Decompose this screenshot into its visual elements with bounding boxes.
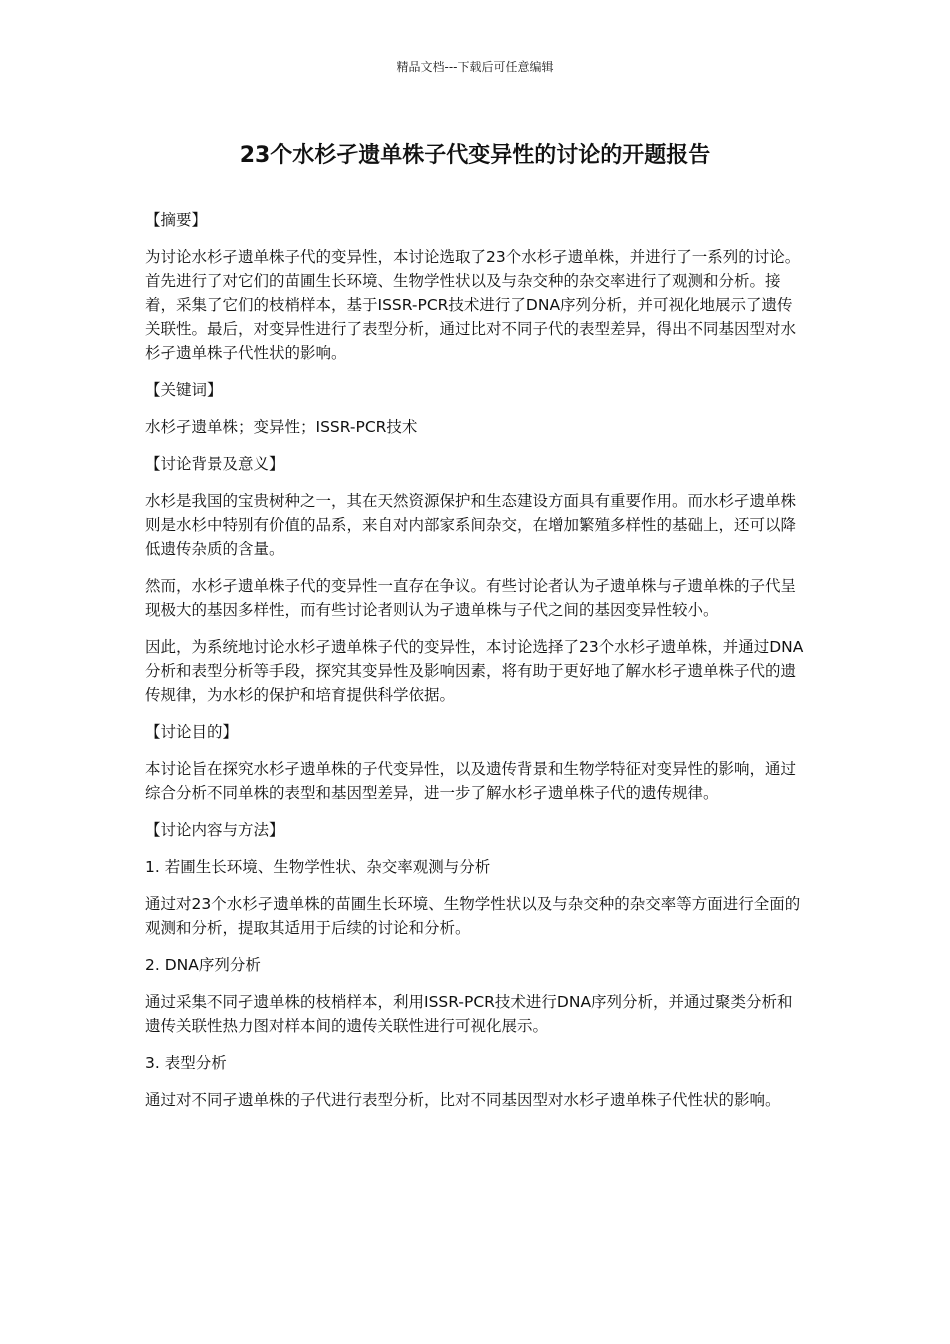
abstract-heading: 【摘要】 — [145, 211, 208, 229]
methods-heading: 【讨论内容与方法】 — [145, 821, 285, 839]
background-paragraph-3: 因此，为系统地讨论水杉孑遗单株子代的变异性，本讨论选择了23个水杉孑遗单株，并通过DNA分析和表型分析等手段，探究其变异性及影响因素，将有助于更好地了解水杉孑遗单株子代的遗传规律，为水杉的保护和培育提供科学依据。 — [145, 638, 804, 704]
method-2-text: 通过采集不同孑遗单株的枝梢样本，利用ISSR-PCR技术进行DNA序列分析，并通过聚类分析和遗传关联性热力图对样本间的遗传关联性进行可视化展示。 — [145, 993, 793, 1035]
objective-paragraph: 本讨论旨在探究水杉孑遗单株的子代变异性，以及遗传背景和生物学特征对变异性的影响，通过综合分析不同单株的表型和基因型差异，进一步了解水杉孑遗单株子代的遗传规律。 — [145, 760, 797, 802]
method-1-title: 1. 若圃生长环境、生物学性状、杂交率观测与分析 — [145, 858, 491, 876]
keywords-heading: 【关键词】 — [145, 381, 223, 399]
method-1-text: 通过对23个水杉孑遗单株的苗圃生长环境、生物学性状以及与杂交种的杂交率等方面进行全面的观测和分析，提取其适用于后续的讨论和分析。 — [145, 895, 801, 937]
abstract-paragraph: 为讨论水杉孑遗单株子代的变异性，本讨论选取了23个水杉孑遗单株，并进行了一系列的讨论。首先进行了对它们的苗圃生长环境、生物学性状以及与杂交种的杂交率进行了观测和分析。接着，采集了它们的枝梢样本，基于ISSR-PCR技术进行了DNA序列分析，并可视化地展示了遗传关联性。最后，对变异性进行了表型分析，通过比对不同子代的表型差异，得出不同基因型对水杉孑遗单株子代性状的影响。 — [145, 248, 801, 362]
keywords-paragraph: 水杉孑遗单株；变异性；ISSR-PCR技术 — [145, 418, 418, 436]
background-heading: 【讨论背景及意义】 — [145, 455, 285, 473]
background-paragraph-2: 然而，水杉孑遗单株子代的变异性一直存在争议。有些讨论者认为孑遗单株与孑遗单株的子代呈现极大的基因多样性，而有些讨论者则认为孑遗单株与子代之间的基因变异性较小。 — [145, 577, 797, 619]
method-3-title: 3. 表型分析 — [145, 1054, 227, 1072]
method-2-title: 2. DNA序列分析 — [145, 956, 261, 974]
header-watermark: 精品文档---下载后可任意编辑 — [396, 60, 554, 74]
document-body — [145, 208, 807, 1125]
objective-heading: 【讨论目的】 — [145, 723, 239, 741]
background-paragraph-1: 水杉是我国的宝贵树种之一，其在天然资源保护和生态建设方面具有重要作用。而水杉孑遗单株则是水杉中特别有价值的品系，来自对内部家系间杂交，在增加繁殖多样性的基础上，还可以降低遗传杂质的含量。 — [145, 492, 797, 558]
method-3-text: 通过对不同孑遗单株的子代进行表型分析，比对不同基因型对水杉孑遗单株子代性状的影响。 — [145, 1091, 781, 1109]
document-title: 23个水杉孑遗单株子代变异性的讨论的开题报告 — [239, 143, 711, 168]
